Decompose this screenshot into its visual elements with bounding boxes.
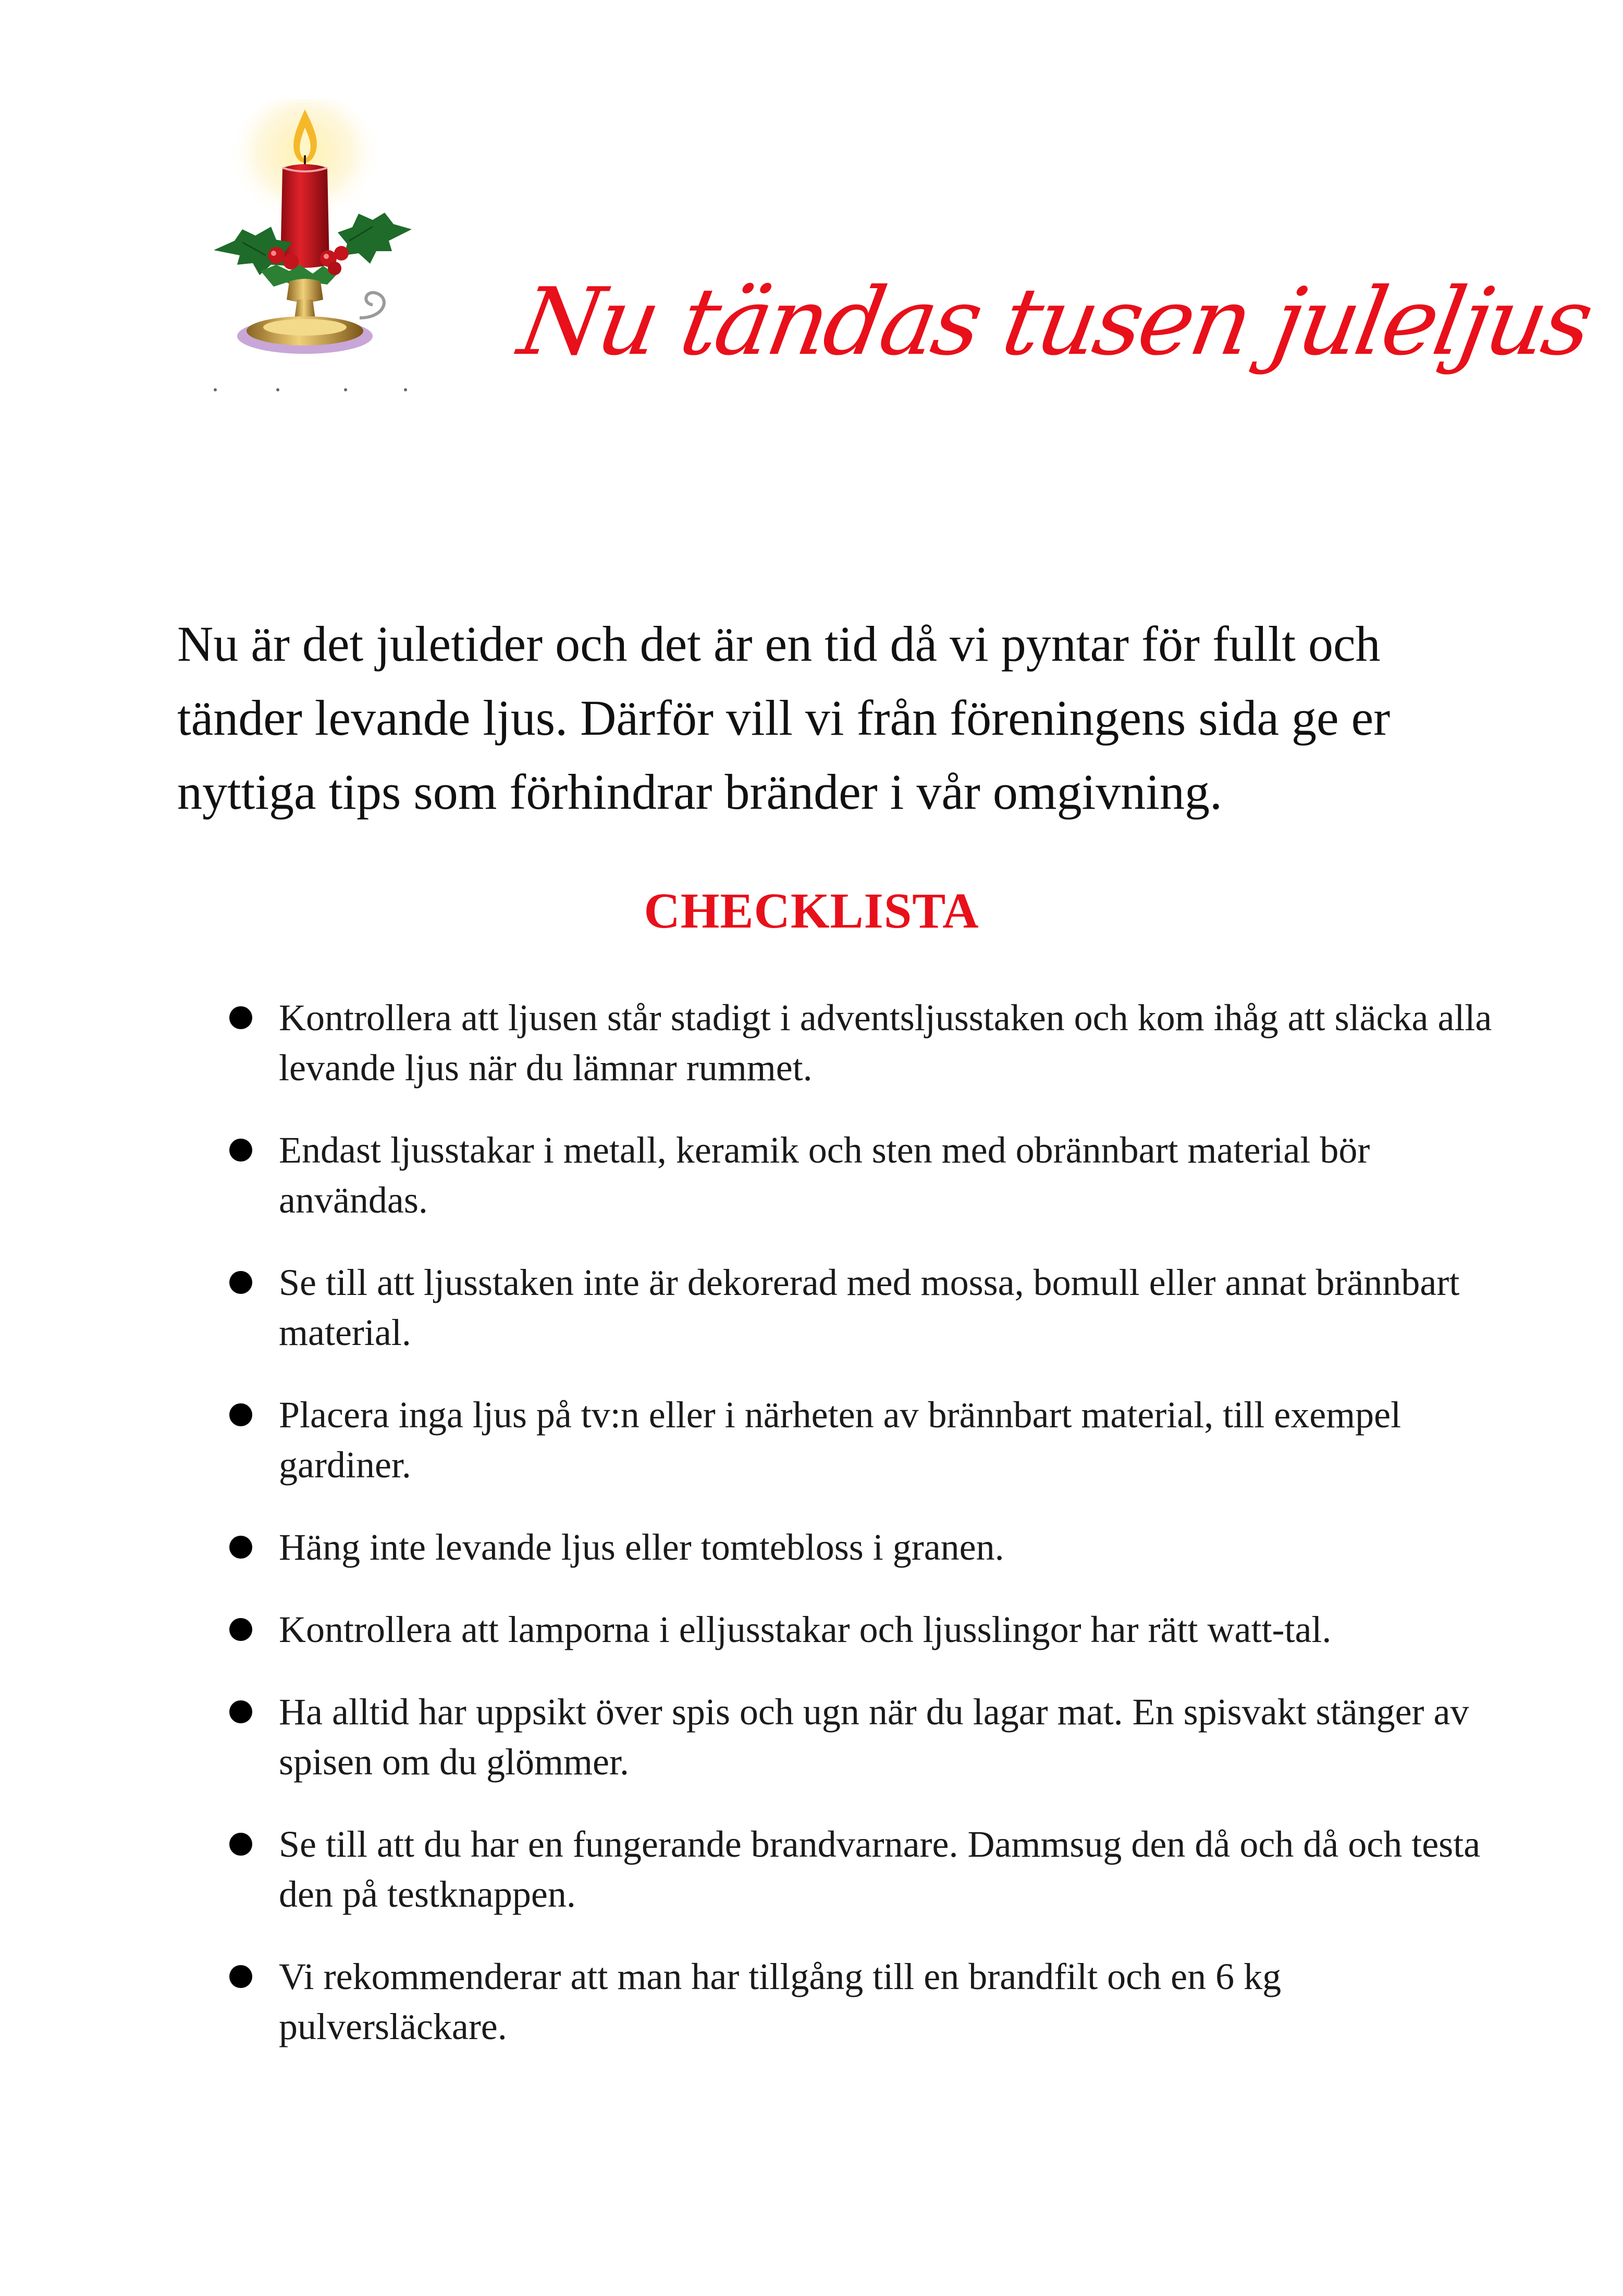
checklist-item xyxy=(229,1819,1501,1919)
checklist-item-text: Häng inte levande ljus eller tomtebloss i granen. xyxy=(279,1526,1004,1568)
checklist-item xyxy=(229,1125,1501,1225)
checklist-item-text: Kontrollera att lamporna i elljusstakar och ljusslingor har rätt watt-tal. xyxy=(279,1609,1332,1650)
checklist-item-text: Kontrollera att ljusen står stadigt i adventsljusstaken och kom ihåg att släcka alla levande ljus när du lämnar rummet. xyxy=(279,997,1492,1089)
checklist-item-text: Se till att du har en fungerande brandvarnare. Dammsug den då och då och testa den på testknappen. xyxy=(279,1823,1481,1915)
bullet-icon xyxy=(229,1700,252,1723)
checklist-item xyxy=(229,1257,1501,1357)
bullet-icon xyxy=(229,1833,252,1856)
checklist-item xyxy=(229,1522,1501,1572)
decorative-dots xyxy=(214,388,412,393)
checklist-item-text: Se till att ljusstaken inte är dekorerad med mossa, bomull eller annat brännbart material. xyxy=(279,1262,1460,1353)
checklist-item-text: Endast ljusstakar i metall, keramik och sten med obrännbart material bör användas. xyxy=(279,1129,1370,1221)
checklist xyxy=(229,993,1501,2084)
page-title: Nu tändas tusen juleljus xyxy=(511,268,1598,376)
checklist-item-text: Vi rekommenderar att man har tillgång till en brandfilt och en 6 kg pulversläckare. xyxy=(279,1956,1282,2047)
checklist-item xyxy=(229,1687,1501,1787)
checklist-heading: CHECKLISTA xyxy=(644,883,979,939)
checklist-item xyxy=(229,1390,1501,1490)
checklist-item xyxy=(229,993,1501,1093)
checklist-item-text: Placera inga ljus på tv:n eller i närheten av brännbart material, till exempel gardiner. xyxy=(279,1394,1401,1486)
bullet-icon xyxy=(229,1618,252,1641)
bullet-icon xyxy=(229,1139,252,1162)
checklist-item-text: Ha alltid har uppsikt över spis och ugn när du lagar mat. En spisvakt stänger av spisen om du glömmer. xyxy=(279,1691,1469,1783)
checklist-item xyxy=(229,1604,1501,1655)
bullet-icon xyxy=(229,1271,252,1294)
candle-illustration-icon xyxy=(193,99,433,370)
checklist-item xyxy=(229,1952,1501,2052)
bullet-icon xyxy=(229,1006,252,1029)
intro-paragraph: Nu är det juletider och det är en tid då vi pyntar för fullt och tänder levande ljus. Därför vill vi från föreningens sida ge er nyttiga tips som förhindrar bränder i vår omgivning. xyxy=(177,616,1391,820)
bullet-icon xyxy=(229,1965,252,1988)
bullet-icon xyxy=(229,1536,252,1559)
bullet-icon xyxy=(229,1403,252,1426)
